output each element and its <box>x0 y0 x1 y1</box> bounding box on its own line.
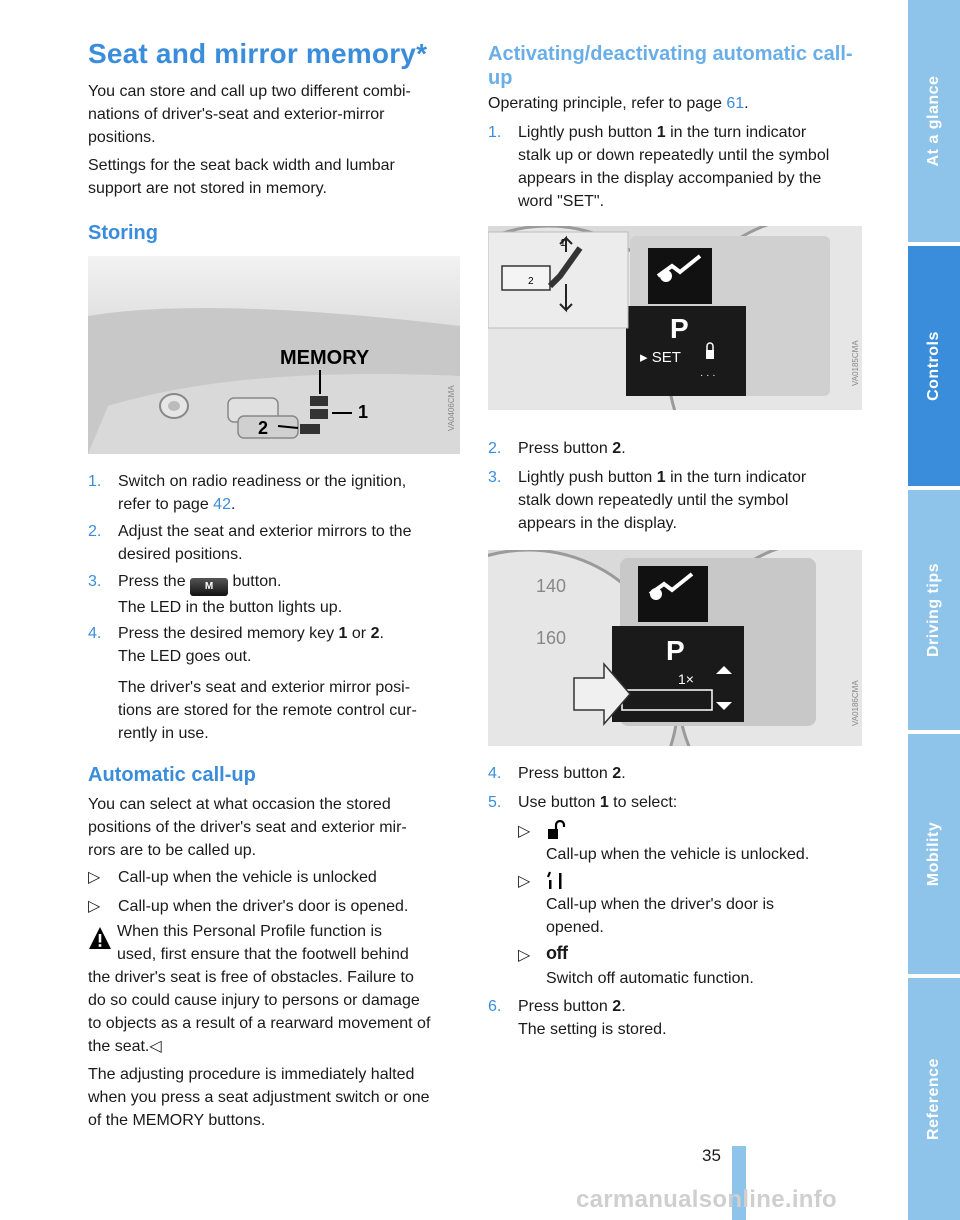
warning-text: When this Personal Profile function is used, first ensure that the footwell behind the driver's seat is free of obstacles. Failure to do so could cause injury to persons or damage to objects as a result of a rearward movement of the seat.◁ <box>88 923 431 1055</box>
page-link-42[interactable]: 42 <box>213 496 231 513</box>
figure-code: VA0406CMA <box>447 385 456 431</box>
step-3: 3. Press the M button. The LED in the button lights up. <box>88 573 343 616</box>
option-off: ▷ off Switch off automatic function. <box>518 943 754 987</box>
gear-p-label: P <box>666 635 685 666</box>
memory-m-button-icon: M <box>190 578 228 596</box>
seat-memory-figure <box>88 256 460 454</box>
svg-text:VA0186CMA: VA0186CMA <box>851 680 860 726</box>
intro-paragraph: You can store and call up two different combi- nations of driver's-seat and exterior-mirror positions. <box>88 83 411 146</box>
right-step-3: 3. Lightly push button 1 in the turn indicator stalk down repeatedly until the symbol appears in the display. <box>488 469 807 532</box>
sidebar-tab-controls[interactable]: Controls <box>908 246 960 486</box>
automatic-callup-text: You can select at what occasion the stored positions of the driver's seat and exterior mir- rors are to be called up. <box>88 796 407 859</box>
memory-key-2-label: 2 <box>258 418 269 438</box>
off-icon: off <box>546 943 568 963</box>
final-paragraph: The adjusting procedure is immediately halted when you press a seat adjustment switch or one of the MEMORY buttons. <box>88 1066 430 1129</box>
svg-text:· · ·: · · · <box>700 370 716 381</box>
set-label: ▸ SET <box>640 349 681 366</box>
step-4: 4. Press the desired memory key 1 or 2. The LED goes out. The driver's seat and exterior mirror posi- tions are stored for the remote control cur- rently in use. <box>88 625 417 742</box>
storing-heading: Storing <box>88 222 158 244</box>
right-step-4: 4. Press button 2. <box>488 765 626 782</box>
sidebar-tab-reference[interactable]: Reference <box>908 978 960 1220</box>
svg-text:2: 2 <box>528 276 534 287</box>
page-number: 35 <box>702 1146 721 1165</box>
page-link-61[interactable]: 61 <box>726 95 745 112</box>
page-title: Seat and mirror memory* <box>88 38 428 69</box>
right-step-6: 6. Press button 2. The setting is stored. <box>488 998 667 1038</box>
right-step-1: 1. Lightly push button 1 in the turn indicator stalk up or down repeatedly until the symbol appears in the display accompanied by the word "SET". <box>488 124 830 210</box>
step-2: 2. Adjust the seat and exterior mirrors to the desired positions. <box>88 523 412 563</box>
door-icon <box>546 870 566 890</box>
right-step-5: 5. Use button 1 to select: <box>488 794 678 811</box>
sidebar-tab-mobility[interactable]: Mobility <box>908 734 960 974</box>
svg-text:1×: 1× <box>678 671 694 687</box>
gear-p-label: P <box>670 313 689 344</box>
svg-text:VA0185CMA: VA0185CMA <box>851 340 860 386</box>
step-1: 1. Switch on radio readiness or the ignition, refer to page 42. <box>88 473 407 513</box>
sidebar-tab-driving-tips[interactable]: Driving tips <box>908 490 960 730</box>
right-step-2: 2. Press button 2. <box>488 440 626 457</box>
svg-text:140: 140 <box>536 576 567 596</box>
automatic-callup-heading: Automatic call-up <box>88 764 256 786</box>
activate-heading: Activating/deactivating automatic call- up <box>488 43 853 89</box>
intro-paragraph-2: Settings for the seat back width and lumbar support are not stored in memory. <box>88 157 395 197</box>
bullet-unlocked: ▷ Call-up when the vehicle is unlocked <box>88 869 377 886</box>
memory-key-1-label: 1 <box>358 402 369 422</box>
memory-label: MEMORY <box>280 347 370 369</box>
seat-memory-illustration <box>88 256 460 454</box>
svg-text:160: 160 <box>536 628 567 648</box>
end-mark: ◁ <box>149 1038 162 1055</box>
svg-text:1: 1 <box>560 238 566 249</box>
watermark: carmanualsonline.info <box>576 1186 838 1213</box>
option-door-opened: ▷ Call-up when the driver's door is opened. <box>518 870 868 940</box>
sidebar-tab-at-a-glance[interactable]: At a glance <box>908 0 960 242</box>
principle-text: Operating principle, refer to page 61. <box>488 95 749 112</box>
bullet-door-opened: ▷ Call-up when the driver's door is opened. <box>88 898 409 915</box>
option-unlocked: ▷ Call-up when the vehicle is unlocked. <box>518 820 868 866</box>
unlock-icon <box>546 820 566 840</box>
set-display-figure <box>488 226 862 410</box>
callup-display-figure <box>488 550 862 746</box>
